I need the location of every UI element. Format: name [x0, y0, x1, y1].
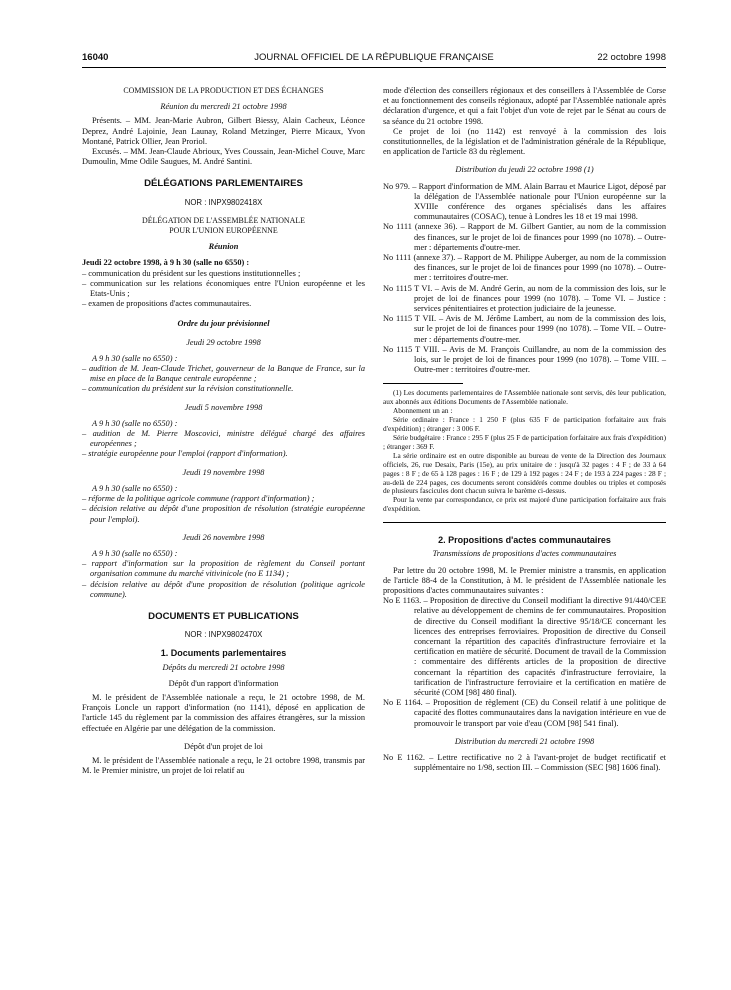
depot-projet-text: M. le président de l'Assemblée nationale a reçu, le 21 octobre 1998, transmis par M. le Premier ministre, un projet de loi relatif au: [82, 755, 365, 776]
footnotes: [383, 389, 666, 514]
session-item: – décision relative au dépôt d'une proposition de résolution (stratégie européenne pour l'emploi).: [82, 504, 365, 524]
session-date: Jeudi 29 octobre 1998: [186, 337, 261, 347]
e-entry-last: No E 1162. – Lettre rectificative no 2 à l'avant-projet de budget rectificatif et supplémentaire no 1/98, section III. – Commission (SEC [98] 1606 final).: [383, 753, 666, 773]
footnote-1: (1) Les documents parlementaires de l'Assemblée nationale sont servis, dès leur publication, aux abonnés aux éditions Documents de l'Assemblée nationale.: [383, 388, 666, 407]
footnote-vente: La série ordinaire est en outre disponible au bureau de vente de la Direction des Journaux officiels, 26, rue Desaix, Paris (15e), au prix unitaire de : jusqu'à 32 pages : 4 F ; de 33 à 64 pages : 8 F ; de 65 à 128 pages : 16 F ; de 129 à 192 pages : 24 F ; de 193 à 224 pages : 28 F ; au-delà de 224 pages, ces documents seront considérés comme doubles ou triples et composés de plusieurs fascicules dont chacun suivra le barème ci-dessus.: [383, 450, 666, 496]
footnote-correspondance: Pour la vente par correspondance, ce prix est majoré d'une participation forfaitaire aux frais d'expédition.: [383, 495, 666, 514]
session-item: – décision relative au dépôt d'une proposition de résolution (politique agricole commune).: [82, 579, 365, 599]
meeting-line: Jeudi 22 octobre 1998, à 9 h 30 (salle no 6550) :: [82, 258, 250, 268]
session-item: – réforme de la politique agricole commune (rapport d'information) ;: [82, 494, 315, 504]
session-date: Jeudi 5 novembre 1998: [184, 402, 263, 412]
reunion-heading: Réunion: [208, 242, 239, 252]
footnote-serie-budgetaire: Série budgétaire : France : 295 F (plus 25 F de participation forfaitaire aux frais d'expédition) ; étranger : 369 F.: [383, 433, 666, 451]
session-time: A 9 h 30 (salle no 6550) :: [92, 353, 178, 363]
footnote-rule: [383, 383, 463, 384]
session-block: [82, 395, 365, 460]
journal-title: JOURNAL OFFICIEL DE LA RÉPUBLIQUE FRANÇAISE: [254, 52, 494, 63]
distribution-entry: No 1115 T VII. – Avis de M. Jérôme Lambert, au nom de la commission des lois, sur le projet de loi de finances pour 1999 (no 1078). – Tome VII. – Outre-mer : départements d'outre-mer.: [383, 314, 666, 344]
session-item: – communication du président sur la révision constitutionnelle.: [82, 384, 294, 394]
e-entry: No E 1163. – Proposition de directive du Conseil modifiant la directive 91/440/CEE relative au développement de chemins de fer communautaires. Proposition de directive du Conseil modifiant la directive 95/18/CE concernant les licences des entreprises ferroviaires. Proposition de directive du Conseil concernant la répartition des capacités d'infrastructure ferroviaire et la certification en matière de sécurité. Document de travail de la Commission : commentaire des différents articles de la proposition de directive concernant la répartition des capacités d'infrastructure ferroviaire, la tarification de l'infrastructure ferroviaire et la certification en matière de sécurité (COM [98] 480 final).: [383, 596, 666, 698]
page-number: 16040: [82, 52, 109, 63]
distribution2-heading: Distribution du mercredi 21 octobre 1998: [454, 736, 595, 746]
meeting-item: – communication sur les relations économiques entre l'Union européenne et les Etats-Unis ;: [82, 278, 365, 299]
transmissions-heading: Transmissions de propositions d'actes communautaires: [432, 549, 617, 559]
delegation-title-line1: DÉLÉGATION DE L'ASSEMBLÉE NATIONALE: [142, 215, 305, 225]
e-entries-list: [383, 596, 666, 729]
session-time: A 9 h 30 (salle no 6550) :: [92, 483, 178, 493]
excuses-paragraph: Excusés. – MM. Jean-Claude Abrioux, Yves Coussain, Jean-Michel Couve, Marc Dumoulin, Mme Odile Saugues, M. André Santini.: [82, 147, 365, 167]
propositions-heading: 2. Propositions d'actes communautaires: [438, 535, 611, 546]
depot-rapport-heading: Dépôt d'un rapport d'information: [168, 678, 279, 688]
session-date: Jeudi 26 novembre 1998: [182, 532, 265, 542]
session-item: – stratégie européenne pour l'emploi (rapport d'information).: [82, 449, 288, 459]
ordre-heading: Ordre du jour prévisionnel: [177, 319, 270, 329]
distribution-entry: No 1115 T VIII. – Avis de M. François Cuillandre, au nom de la commission des lois, sur le projet de loi de finances pour 1999 (no 1078). – Tome VIII. – Outre-mer : territoires d'outre-mer.: [383, 344, 666, 375]
reunion-date: Réunion du mercredi 21 octobre 1998: [160, 102, 287, 112]
issue-date: 22 octobre 1998: [597, 52, 666, 63]
transmissions-intro: Par lettre du 20 octobre 1998, M. le Premier ministre a transmis, en application de l'article 88-4 de la Constitution, à M. le président de l'Assemblée nationale les propositions d'actes communautaires suivantes :: [383, 565, 666, 595]
sessions-list: [82, 330, 365, 600]
page-header: [82, 52, 666, 66]
delegations-heading: DÉLÉGATIONS PARLEMENTAIRES: [144, 178, 303, 190]
session-item: – audition de M. Pierre Moscovici, ministre délégué chargé des affaires européennes ;: [82, 429, 365, 449]
session-item: – rapport d'information sur la proposition de règlement du Conseil portant organisation commune du marché vitivinicole (no E 1134) ;: [82, 559, 365, 579]
left-column: [82, 86, 365, 776]
docs-parl-heading: 1. Documents parlementaires: [160, 648, 287, 659]
session-block: [82, 330, 365, 395]
header-rule: [82, 67, 666, 68]
session-time: A 9 h 30 (salle no 6550) :: [92, 418, 178, 428]
session-item: – audition de M. Jean-Claude Trichet, gouverneur de la Banque de France, sur la mise en place de la Banque centrale européenne ;: [82, 364, 365, 384]
meeting-items-list: [82, 269, 365, 310]
nor-reference: NOR : INPX9802418X: [184, 197, 263, 207]
session-block: [82, 525, 365, 600]
footnote-serie-ordinaire: Série ordinaire : France : 1 250 F (plus 635 F de participation forfaitaire aux frais d'expédition) ; étranger : 3 006 F.: [383, 415, 666, 434]
footnote-abonnement: Abonnement un an :: [393, 406, 453, 416]
nor-reference-2: NOR : INPX9802470X: [184, 630, 263, 640]
presents-paragraph: Présents. – MM. Jean-Marie Aubron, Gilbert Biessy, Alain Cacheux, Léonce Deprez, André Lajoinie, Jean Launay, Roland Metzinger, Pierre Micaux, Yvon Montané, Patrick Ollier, Jean Proriol.: [82, 116, 365, 146]
section-rule: [383, 522, 666, 523]
distribution-entry: No 1115 T VI. – Avis de M. André Gerin, au nom de la commission des lois, sur le projet de loi de finances pour 1999 (no 1078). – Tome VI. – Justice : services pénitentiaires et protection judiciaire de la jeunesse.: [383, 283, 666, 314]
distribution-entries: [383, 182, 666, 376]
depots-date: Dépôts du mercredi 21 octobre 1998: [162, 662, 285, 672]
meeting-item: – examen de propositions d'actes communautaires.: [82, 299, 252, 309]
depot-projet-heading: Dépôt d'un projet de loi: [184, 741, 263, 751]
meeting-item: – communication du président sur les questions institutionnelles ;: [82, 268, 301, 278]
session-time: A 9 h 30 (salle no 6550) :: [92, 548, 178, 558]
documents-heading: DOCUMENTS ET PUBLICATIONS: [148, 610, 299, 622]
distribution-entry: No 979. – Rapport d'information de MM. Alain Barrau et Maurice Ligot, déposé par la délégation de l'Assemblée nationale pour l'Union européenne sur la XVIIIe conférence des organes spécialisés dans les affaires communautaires (COSAC), tenue à Londres les 18 et 19 mai 1998.: [383, 181, 666, 222]
distribution-entry: No 1111 (annexe 36). – Rapport de M. Gilbert Gantier, au nom de la commission des finances, sur le projet de loi de finances pour 1999 (no 1078). – Outre-mer : départements d'outre-mer.: [383, 222, 666, 252]
distribution-heading: Distribution du jeudi 22 octobre 1998 (1): [455, 165, 594, 175]
commission-title: COMMISSION DE LA PRODUCTION ET DES ÉCHANGES: [123, 86, 324, 95]
session-block: [82, 460, 365, 525]
right-column: [383, 86, 666, 773]
renvoi-text: Ce projet de loi (no 1142) est renvoyé à la commission des lois constitutionnelles, de la législation et de l'administration générale de la République, en application de l'article 83 du règlement.: [383, 126, 666, 157]
e-entry: No E 1164. – Proposition de règlement (CE) du Conseil relatif à une politique de capacité des flottes communautaires dans la navigation intérieure en vue de promouvoir le transport par voie d'eau (COM [98] 541 final).: [383, 698, 666, 728]
depot-rapport-text: M. le président de l'Assemblée nationale a reçu, le 21 octobre 1998, de M. François Loncle un rapport d'information (no 1141), déposé en application de l'article 145 du règlement par la commission des affaires étrangères, sur la mission effectuée en Algérie par une délégation de la commission.: [82, 692, 365, 733]
continuation-text: mode d'élection des conseillers régionaux et des conseillers à l'Assemblée de Corse et au fonctionnement des conseils régionaux, adopté par l'Assemblée nationale après déclaration d'urgence, et qui a fait l'objet d'un vote de rejet par le Sénat au cours de sa séance du 21 octobre 1998.: [383, 86, 666, 126]
session-date: Jeudi 19 novembre 1998: [182, 467, 265, 477]
delegation-title-line2: POUR L'UNION EUROPÉENNE: [169, 226, 278, 236]
distribution-entry: No 1111 (annexe 37). – Rapport de M. Philippe Auberger, au nom de la commission des finances, sur le projet de loi de finances pour 1999 (no 1078). – Outre-mer : territoires d'outre-mer.: [383, 253, 666, 283]
